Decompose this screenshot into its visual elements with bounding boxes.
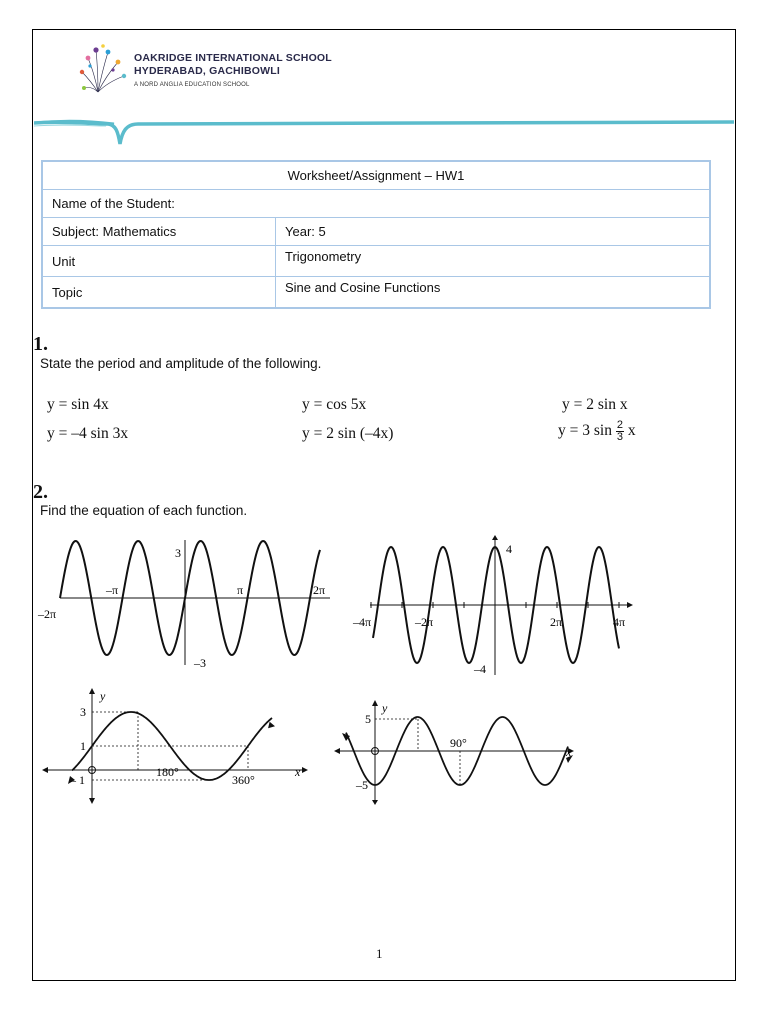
fraction-numerator: 2 (616, 419, 623, 431)
graph-3-x-arrow-right (302, 767, 308, 773)
school-tagline: A NORD ANGLIA EDUCATION SCHOOL (134, 82, 250, 88)
graph-3-y-arrow-down (89, 798, 95, 804)
question-2-number: 2. (33, 481, 48, 503)
question-1-instruction: State the period and amplitude of the following. (40, 356, 322, 371)
worksheet-info-table (41, 160, 711, 309)
equation-6-prefix: y = 3 sin (558, 422, 612, 440)
graph-4-label-min: –5 (356, 778, 368, 792)
school-name-line1: OAKRIDGE INTERNATIONAL SCHOOL (134, 52, 332, 64)
graph-4-y-arrow-up (372, 700, 378, 706)
subject-cell: Subject: Mathematics (42, 218, 276, 246)
equation-5: y = 2 sin (–4x) (302, 425, 394, 442)
graph-3-x-arrow-left (42, 767, 48, 773)
page-number: 1 (376, 946, 383, 961)
graph-2-label-max: 4 (506, 542, 512, 556)
year-cell: Year: 5 (276, 218, 711, 246)
school-name (134, 52, 332, 78)
graph-2-label-min: –4 (474, 662, 486, 676)
graph-3-label-neg-one: – 1 (70, 773, 85, 787)
fraction-denominator: 3 (616, 431, 623, 443)
graph-3-label-180: 180° (156, 765, 179, 779)
graph-1 (30, 535, 340, 675)
school-name-line2: HYDERABAD, GACHIBOWLI (134, 65, 280, 77)
graph-3-y-label: y (100, 689, 106, 703)
graph-1-label-min: –3 (194, 656, 206, 670)
graph-4 (330, 700, 590, 805)
equation-3: y = 2 sin x (562, 396, 628, 413)
graph-4-x-label: x (566, 745, 572, 759)
graph-1-label-neg-pi: –π (106, 583, 119, 597)
graph-2-x-arrow (627, 602, 633, 608)
equation-6-suffix: x (627, 422, 636, 440)
graph-1-label-neg-two-pi: –2π (38, 607, 57, 621)
graph-1-label-two-pi: 2π (313, 583, 326, 597)
graph-4-label-90: 90° (450, 736, 467, 750)
graph-4-x-arrow-left (334, 748, 340, 754)
graph-4-y-label: y (382, 701, 388, 715)
student-name-field[interactable]: Name of the Student: (42, 190, 710, 218)
graph-3 (40, 688, 320, 806)
graph-1-label-max: 3 (175, 546, 181, 560)
graph-2-label-neg-two-pi: –2π (415, 615, 434, 629)
graph-4-y-arrow-down (372, 800, 378, 805)
equation-4: y = –4 sin 3x (47, 425, 129, 442)
equation-1: y = sin 4x (47, 396, 109, 413)
graph-3-label-360: 360° (232, 773, 255, 787)
topic-label: Topic (42, 277, 276, 309)
graph-3-y-arrow-up (89, 688, 95, 694)
graph-2-y-arrow (492, 535, 498, 540)
equation-6 (558, 420, 636, 443)
unit-value: Trigonometry (276, 246, 711, 277)
graph-1-label-pi: π (237, 583, 244, 597)
graph-3-label-max: 3 (80, 705, 86, 719)
graph-2-label-two-pi: 2π (550, 615, 563, 629)
header-wave-divider (34, 112, 734, 152)
equation-2: y = cos 5x (302, 396, 367, 413)
graph-4-label-max: 5 (365, 712, 371, 726)
topic-value: Sine and Cosine Functions (276, 277, 711, 309)
graph-2-label-four-pi: 4π (613, 615, 626, 629)
unit-label: Unit (42, 246, 276, 277)
worksheet-title: Worksheet/Assignment – HW1 (42, 161, 710, 190)
graph-3-x-label: x (295, 765, 301, 779)
question-1-number: 1. (33, 333, 48, 355)
question-2-instruction: Find the equation of each function. (40, 503, 248, 518)
graph-2 (345, 535, 645, 680)
graph-3-label-one: 1 (80, 739, 86, 753)
graph-2-label-neg-four-pi: –4π (353, 615, 372, 629)
fraction-two-thirds (616, 420, 624, 443)
